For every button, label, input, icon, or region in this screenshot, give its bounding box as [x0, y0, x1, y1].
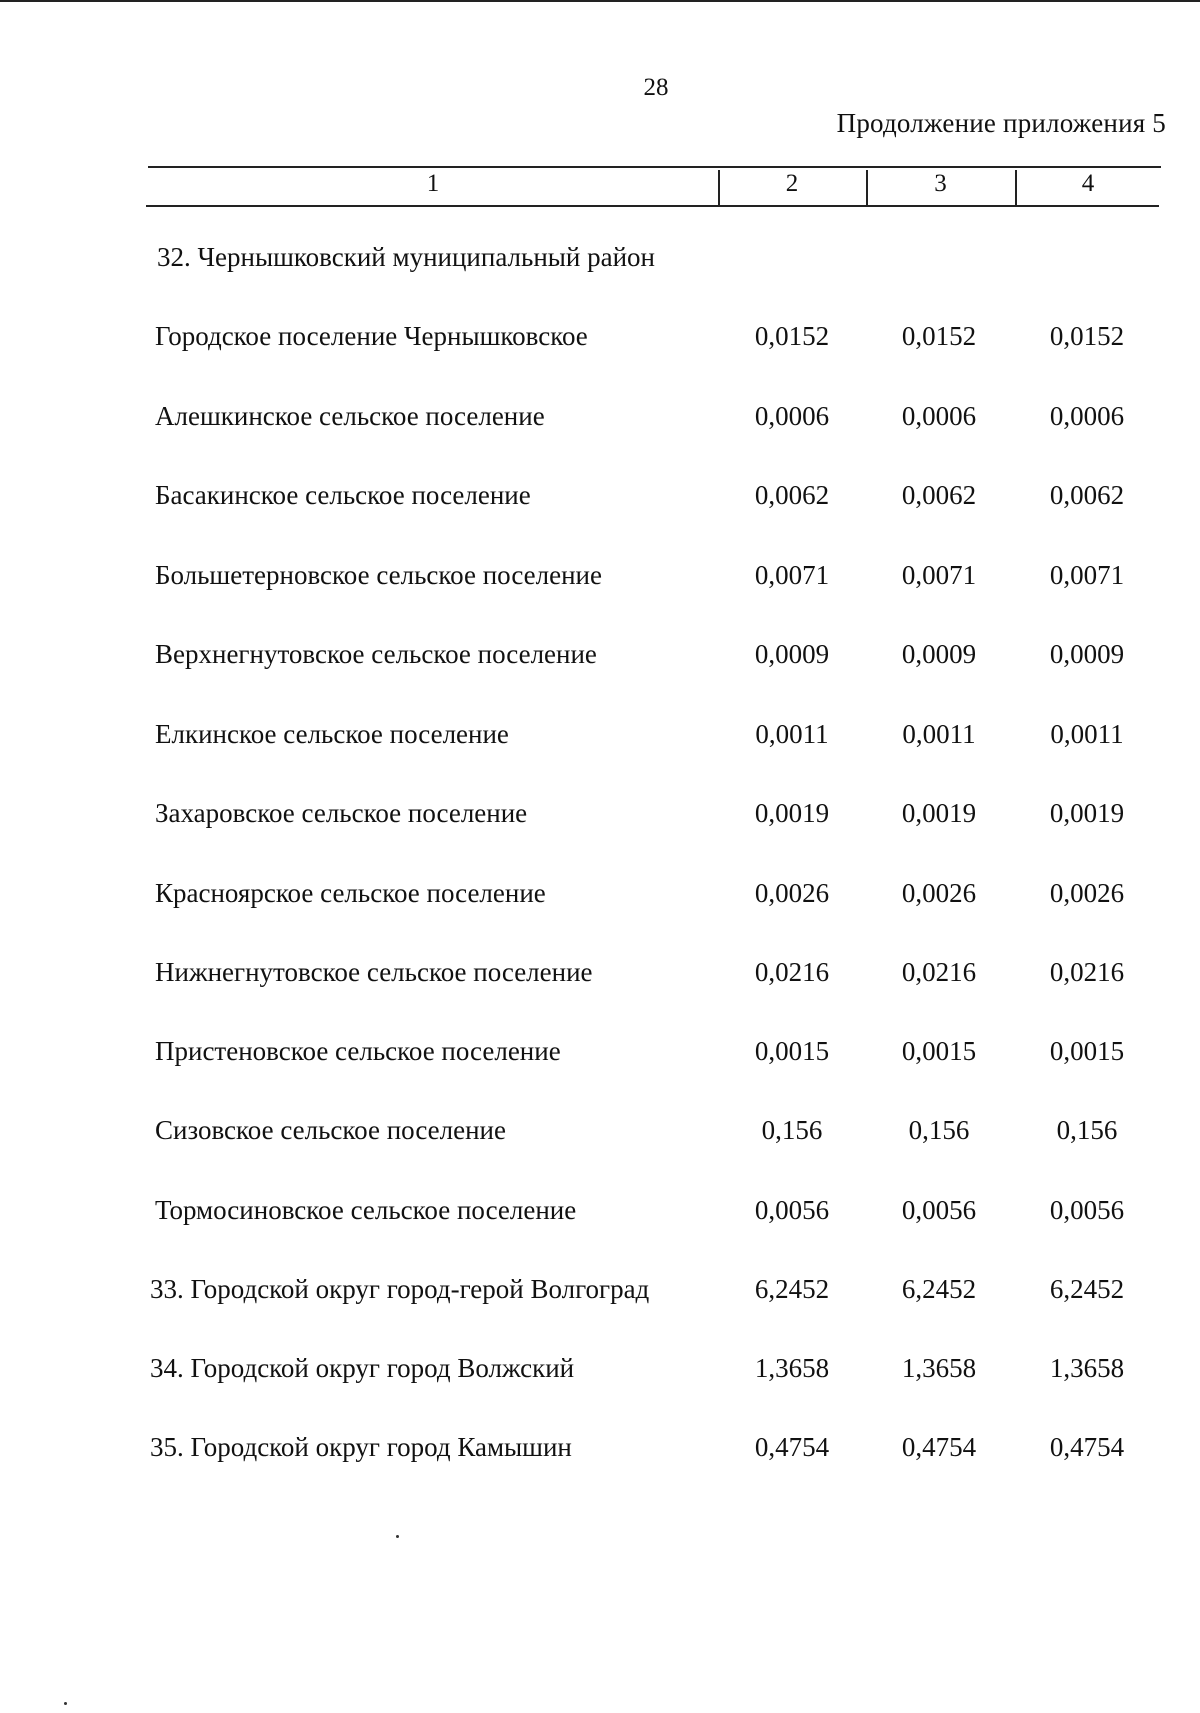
scan-speck	[64, 1702, 67, 1705]
settlement-name: Большетерновское сельское поселение	[155, 560, 602, 590]
value-col-2: 0,0009	[754, 639, 830, 669]
table-row	[0, 1353, 1200, 1393]
header-col-4: 4	[1081, 170, 1095, 197]
table-row	[0, 321, 1200, 361]
settlement-name: Нижнегнутовское сельское поселение	[155, 957, 593, 987]
value-col-4: 0,0011	[1050, 719, 1124, 749]
value-col-2: 0,0011	[755, 719, 829, 749]
settlement-name: Тормосиновское сельское поселение	[155, 1195, 577, 1225]
district-name: 33. Городской округ город-герой Волгоград	[150, 1274, 650, 1304]
section-title: 32. Чернышковский муниципальный район	[157, 242, 656, 272]
header-col-1: 1	[426, 170, 440, 197]
value-col-3: 0,0216	[901, 957, 977, 987]
table-row	[0, 1195, 1200, 1235]
header-top-rule	[148, 166, 1161, 168]
value-col-2: 0,0152	[754, 321, 830, 351]
table-row	[0, 401, 1200, 441]
district-name: 34. Городской округ город Волжский	[150, 1353, 575, 1383]
table-row	[0, 1432, 1200, 1472]
value-col-3: 6,2452	[901, 1274, 977, 1304]
table-row	[0, 719, 1200, 759]
value-col-4: 0,0026	[1049, 878, 1125, 908]
value-col-4: 0,4754	[1049, 1432, 1125, 1462]
value-col-2: 0,0071	[754, 560, 830, 590]
value-col-3: 0,0071	[901, 560, 977, 590]
district-name: 35. Городской округ город Камышин	[150, 1432, 572, 1462]
value-col-2: 0,0056	[754, 1195, 830, 1225]
header-col-3: 3	[934, 170, 947, 197]
value-col-2: 6,2452	[754, 1274, 830, 1304]
table-row	[0, 1115, 1200, 1155]
value-col-4: 0,0009	[1049, 639, 1125, 669]
value-col-3: 0,0152	[901, 321, 977, 351]
settlement-name: Захаровское сельское поселение	[155, 798, 528, 828]
settlement-name: Верхнегнутовское сельское поселение	[155, 639, 597, 669]
scan-speck	[396, 1535, 399, 1538]
page-number: 28	[643, 74, 669, 101]
value-col-4: 0,0006	[1049, 401, 1125, 431]
settlement-name: Алешкинское сельское поселение	[155, 401, 545, 431]
table-row	[0, 878, 1200, 918]
settlement-name: Городское поселение Чернышковское	[155, 321, 588, 351]
value-col-4: 0,0071	[1049, 560, 1125, 590]
value-col-4: 1,3658	[1049, 1353, 1125, 1383]
value-col-2: 0,156	[761, 1115, 823, 1145]
value-col-2: 0,0015	[754, 1036, 830, 1066]
value-col-3: 0,0011	[902, 719, 976, 749]
value-col-2: 0,0216	[754, 957, 830, 987]
value-col-2: 0,4754	[754, 1432, 830, 1462]
value-col-4: 0,0062	[1049, 480, 1125, 510]
value-col-3: 1,3658	[901, 1353, 977, 1383]
value-col-2: 0,0026	[754, 878, 830, 908]
value-col-3: 0,0006	[901, 401, 977, 431]
value-col-4: 0,0152	[1049, 321, 1125, 351]
value-col-3: 0,156	[908, 1115, 970, 1145]
settlement-name: Басакинское сельское поселение	[155, 480, 531, 510]
value-col-3: 0,0009	[901, 639, 977, 669]
settlement-name: Красноярское сельское поселение	[155, 878, 546, 908]
table-header	[148, 166, 1161, 208]
header-bottom-rule	[146, 205, 1159, 207]
section-title-row	[0, 242, 1200, 282]
settlement-name: Сизовское сельское поселение	[155, 1115, 506, 1145]
value-col-2: 0,0019	[754, 798, 830, 828]
value-col-2: 0,0006	[754, 401, 830, 431]
value-col-4: 0,0019	[1049, 798, 1125, 828]
appendix-continuation-label: Продолжение приложения 5	[836, 108, 1166, 138]
table-row	[0, 957, 1200, 997]
table-row	[0, 1036, 1200, 1076]
value-col-4: 0,156	[1056, 1115, 1118, 1145]
value-col-3: 0,0062	[901, 480, 977, 510]
table-row	[0, 480, 1200, 520]
value-col-3: 0,0026	[901, 878, 977, 908]
value-col-3: 0,4754	[901, 1432, 977, 1462]
table-row	[0, 1274, 1200, 1314]
table-row	[0, 560, 1200, 600]
value-col-3: 0,0015	[901, 1036, 977, 1066]
table-row	[0, 639, 1200, 679]
value-col-4: 0,0056	[1049, 1195, 1125, 1225]
value-col-3: 0,0019	[901, 798, 977, 828]
value-col-4: 6,2452	[1049, 1274, 1125, 1304]
scan-top-edge	[0, 0, 1200, 2]
value-col-4: 0,0015	[1049, 1036, 1125, 1066]
value-col-2: 0,0062	[754, 480, 830, 510]
value-col-4: 0,0216	[1049, 957, 1125, 987]
value-col-3: 0,0056	[901, 1195, 977, 1225]
settlement-name: Елкинское сельское поселение	[155, 719, 509, 749]
value-col-2: 1,3658	[754, 1353, 830, 1383]
table-row	[0, 798, 1200, 838]
header-col-2: 2	[785, 170, 799, 197]
settlement-name: Пристеновское сельское поселение	[155, 1036, 561, 1066]
